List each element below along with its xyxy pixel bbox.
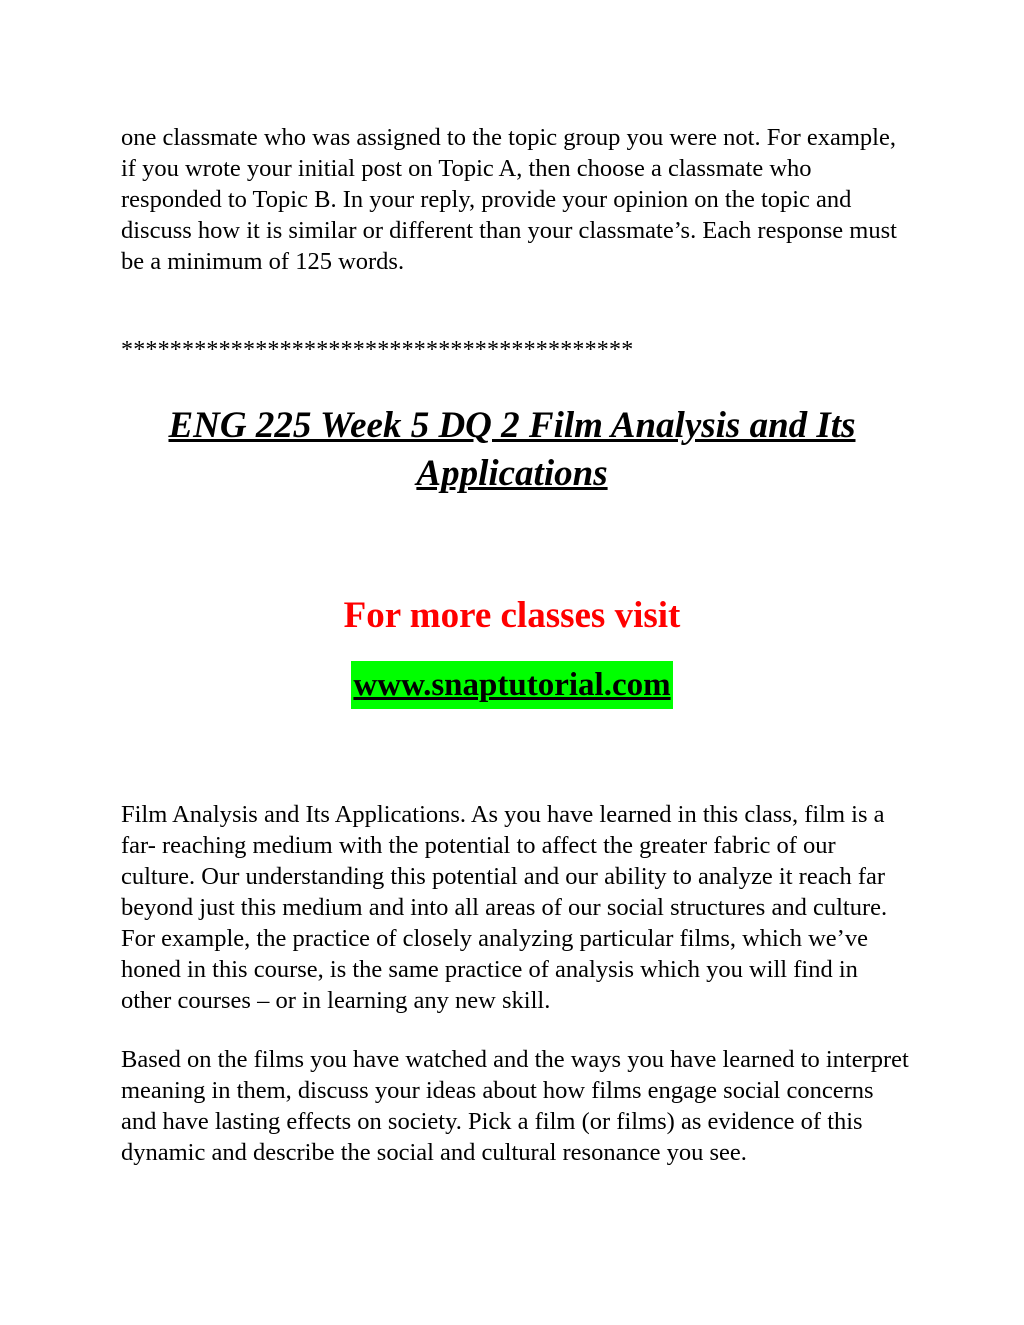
body-paragraph-2: Based on the films you have watched and the ways you have learned to interpret meaning in them, discuss your ideas about how films engage social concerns and have lasting effects on society. Pick a film (or films) as evidence of this dynamic and describe the social and cultural resonance you see.	[121, 1046, 909, 1166]
asterisk-separator: ******************************************	[121, 337, 634, 363]
body-paragraph-1: Film Analysis and Its Applications. As you have learned in this class, film is a far- reaching medium with the potential to affect the greater fabric of our culture. Our understanding this potential and our ability to analyze it reach far beyond just this medium and into all areas of our social structures and culture. For example, the practice of closely analyzing particular films, which we’ve honed in this course, is the same practice of analysis which you will find in other courses – or in learning any new skill.	[121, 801, 888, 1014]
intro-paragraph: one classmate who was assigned to the topic group you were not. For example, if you wrote your initial post on Topic A, then choose a classmate who responded to Topic B. In your reply, provide your opinion on the topic and discuss how it is similar or different than your classmate’s. Each response must be a minimum of 125 words.	[121, 124, 897, 275]
document-title: ENG 225 Week 5 DQ 2 Film Analysis and Its Applications	[168, 405, 856, 494]
promo-text: For more classes visit	[343, 595, 681, 636]
promo-link-container	[0, 661, 1024, 709]
website-link[interactable]: www.snaptutorial.com	[351, 661, 672, 709]
